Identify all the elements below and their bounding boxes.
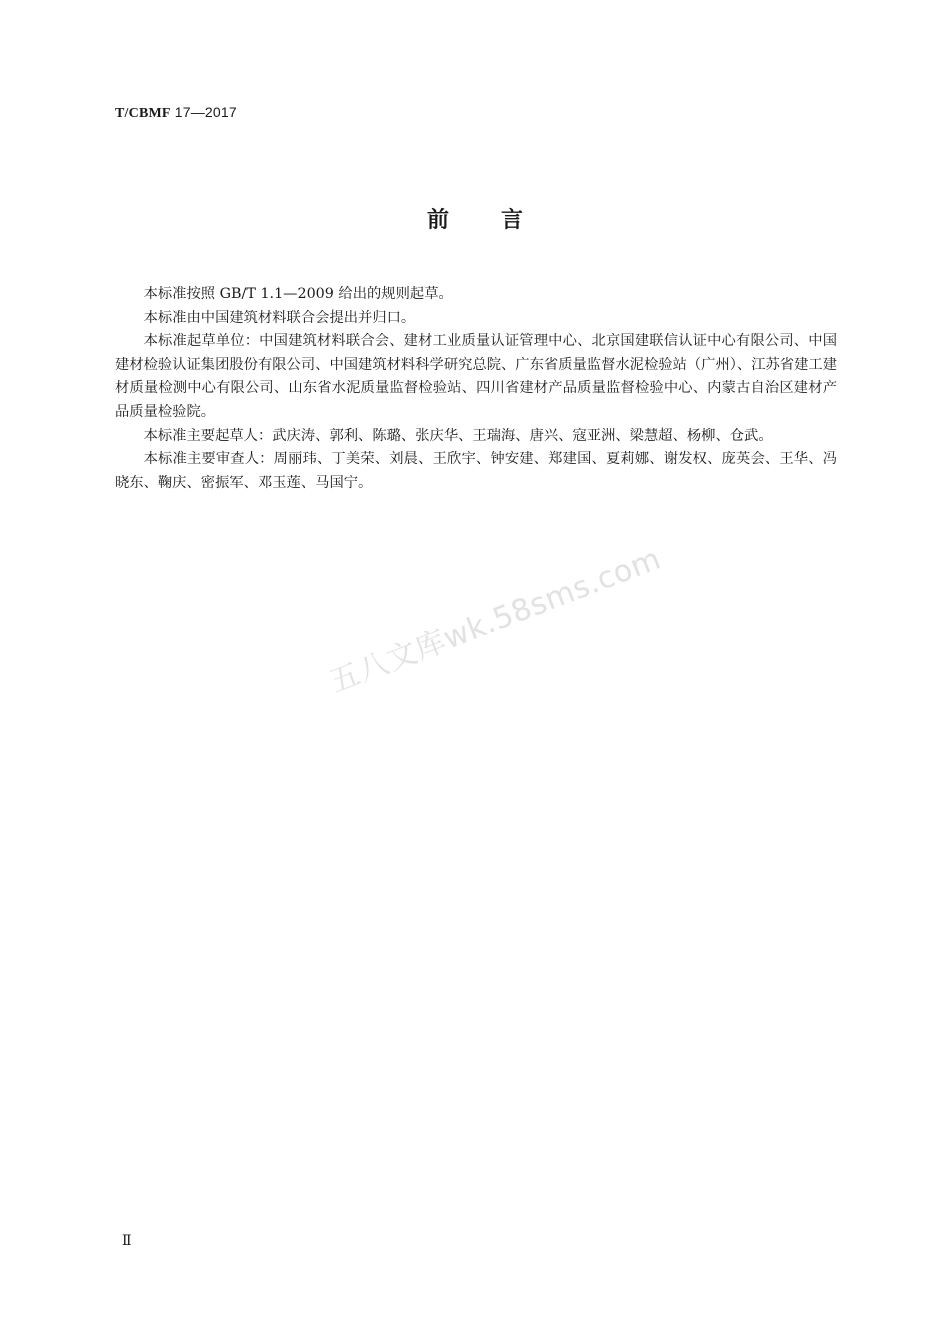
page-number: Ⅱ [122,1234,132,1249]
standard-code-number: 17—2017 [170,104,237,120]
foreword-body [115,283,837,495]
paragraph-drafting-units: 本标准起草单位：中国建筑材料联合会、建材工业质量认证管理中心、北京国建联信认证中心有限公司、中国建材检验认证集团股份有限公司、中国建筑材料科学研究总院、广东省质量监督水泥检验站（广州）、江苏省建工建材质量检测中心有限公司、山东省水泥质量监督检验站、四川省建材产品质量监督检验中心、内蒙古自治区建材产品质量检验院。 [115,333,837,420]
watermark: 五八文库wk.58sms.com [324,541,666,701]
standard-code-prefix: T/CBMF [115,106,171,121]
paragraph-main-drafters: 本标准主要起草人：武庆涛、郭利、陈璐、张庆华、王瑞海、唐兴、寇亚洲、梁慧超、杨柳、仓武。 [143,427,773,444]
paragraph-drafting-rules: 本标准按照 GB/T 1.1—2009 给出的规则起草。 [143,286,453,302]
standard-code [115,104,237,122]
paragraph-main-reviewers: 本标准主要审查人：周丽玮、丁美荣、刘晨、王欣宇、钟安建、郑建国、夏莉娜、谢发权、庞英会、王华、冯晓东、鞠庆、密振军、邓玉莲、马国宁。 [115,451,837,491]
paragraph-proposer: 本标准由中国建筑材料联合会提出并归口。 [143,309,416,326]
page-title: 前言 [426,208,575,233]
